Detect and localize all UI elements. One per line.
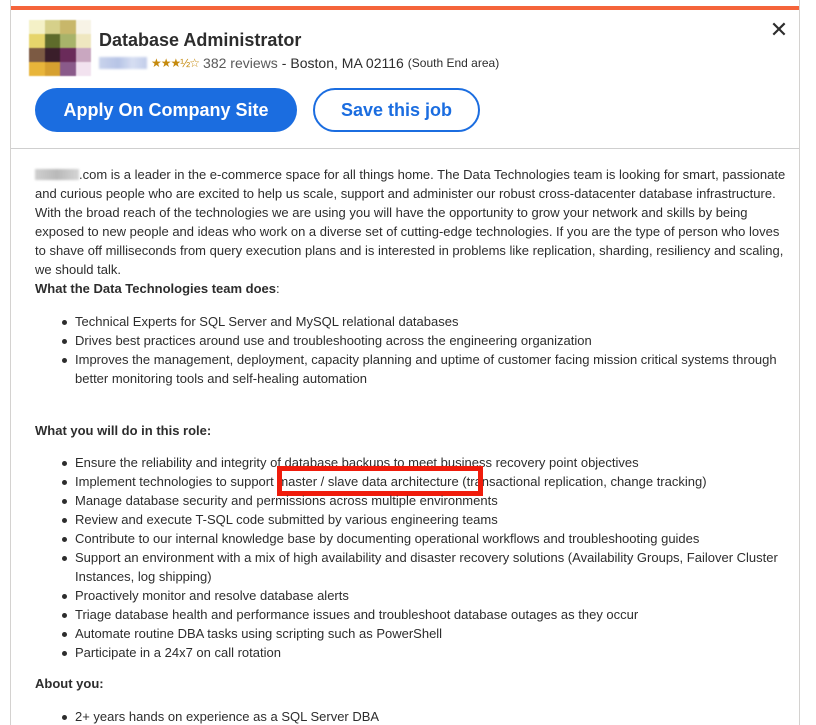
logo-tile: [76, 20, 92, 34]
list-item: Technical Experts for SQL Server and MySQL relational databases: [35, 312, 787, 331]
list-item: Review and execute T-SQL code submitted by various engineering teams: [35, 510, 787, 529]
reviews-link[interactable]: 382 reviews: [203, 55, 278, 71]
meta-separator: -: [281, 55, 287, 71]
company-name-redacted: [35, 169, 79, 180]
logo-tile: [29, 62, 45, 76]
intro-text: .com is a leader in the e-commerce space for all things home. The Data Technologies team is looking for smart, passionate and curious people who are excited to help us scale, support and administer our robust cross-datacenter database infrastructure. With the broad reach of the technologies we are using you will have the opportunity to grow your network and skills by being exposed to new people and ideas who work on a diverse set of cutting-edge technologies. If you are the type of person who loves to shave off milliseconds from query execution plans and is interested in problems like replication, sharding, resiliency and scaling, we should talk.: [35, 167, 786, 277]
accent-top-bar: [11, 6, 799, 10]
apply-button[interactable]: Apply On Company Site: [35, 88, 297, 132]
team-heading-text: What the Data Technologies team does: [35, 281, 277, 296]
divider: [11, 148, 799, 149]
logo-tile: [76, 48, 92, 62]
logo-tile: [60, 48, 76, 62]
logo-tile: [29, 20, 45, 34]
job-title: Database Administrator: [99, 30, 302, 50]
logo-tile: [60, 34, 76, 48]
team-heading-colon: :: [276, 281, 280, 296]
job-location: Boston, MA 02116: [290, 55, 404, 71]
intro-paragraph: [35, 165, 787, 279]
list-item: Triage database health and performance issues and troubleshoot database outages as they occur: [35, 605, 787, 624]
rating-stars: ★★★½☆: [151, 56, 200, 70]
list-item: Manage database security and permissions across multiple environments: [35, 491, 787, 510]
list-item-text: Implement technologies to support master / slave data architecture (transactional replication, change tracking): [75, 474, 707, 489]
close-icon[interactable]: ✕: [769, 17, 789, 42]
logo-tile: [60, 20, 76, 34]
logo-tile: [29, 48, 45, 62]
about-list: [35, 707, 787, 725]
list-item: 2+ years hands on experience as a SQL Server DBA: [35, 707, 787, 725]
save-job-button[interactable]: Save this job: [313, 88, 480, 132]
logo-tile: [45, 34, 61, 48]
logo-tile: [76, 34, 92, 48]
list-item: Drives best practices around use and troubleshooting across the engineering organization: [35, 331, 787, 350]
list-item: Participate in a 24x7 on call rotation: [35, 643, 787, 662]
location-area: (South End area): [407, 56, 500, 70]
job-description: [35, 165, 787, 725]
company-meta: [99, 55, 499, 71]
job-details-panel: [10, 0, 800, 725]
role-heading: What you will do in this role:: [35, 423, 212, 438]
team-heading: [35, 279, 787, 298]
logo-tile: [29, 34, 45, 48]
logo-tile: [45, 62, 61, 76]
list-item: Support an environment with a mix of high availability and disaster recovery solutions (Availability Groups, Failover Cluster Instances, log shipping): [35, 548, 787, 586]
logo-tile: [76, 62, 92, 76]
company-logo: [29, 20, 91, 76]
logo-tile: [45, 20, 61, 34]
list-item: Contribute to our internal knowledge base by documenting operational workflows and troubleshooting guides: [35, 529, 787, 548]
list-item: Automate routine DBA tasks using scripting such as PowerShell: [35, 624, 787, 643]
list-item: [35, 472, 787, 491]
role-list: [35, 453, 787, 662]
about-heading: About you:: [35, 676, 104, 691]
company-name-redacted[interactable]: [99, 57, 147, 69]
list-item: Proactively monitor and resolve database alerts: [35, 586, 787, 605]
logo-tile: [60, 62, 76, 76]
logo-tile: [45, 48, 61, 62]
list-item: Ensure the reliability and integrity of database backups to meet business recovery point objectives: [35, 453, 787, 472]
list-item: Improves the management, deployment, capacity planning and uptime of customer facing mission critical systems through better monitoring tools and self-healing automation: [35, 350, 787, 388]
team-list: [35, 312, 787, 388]
